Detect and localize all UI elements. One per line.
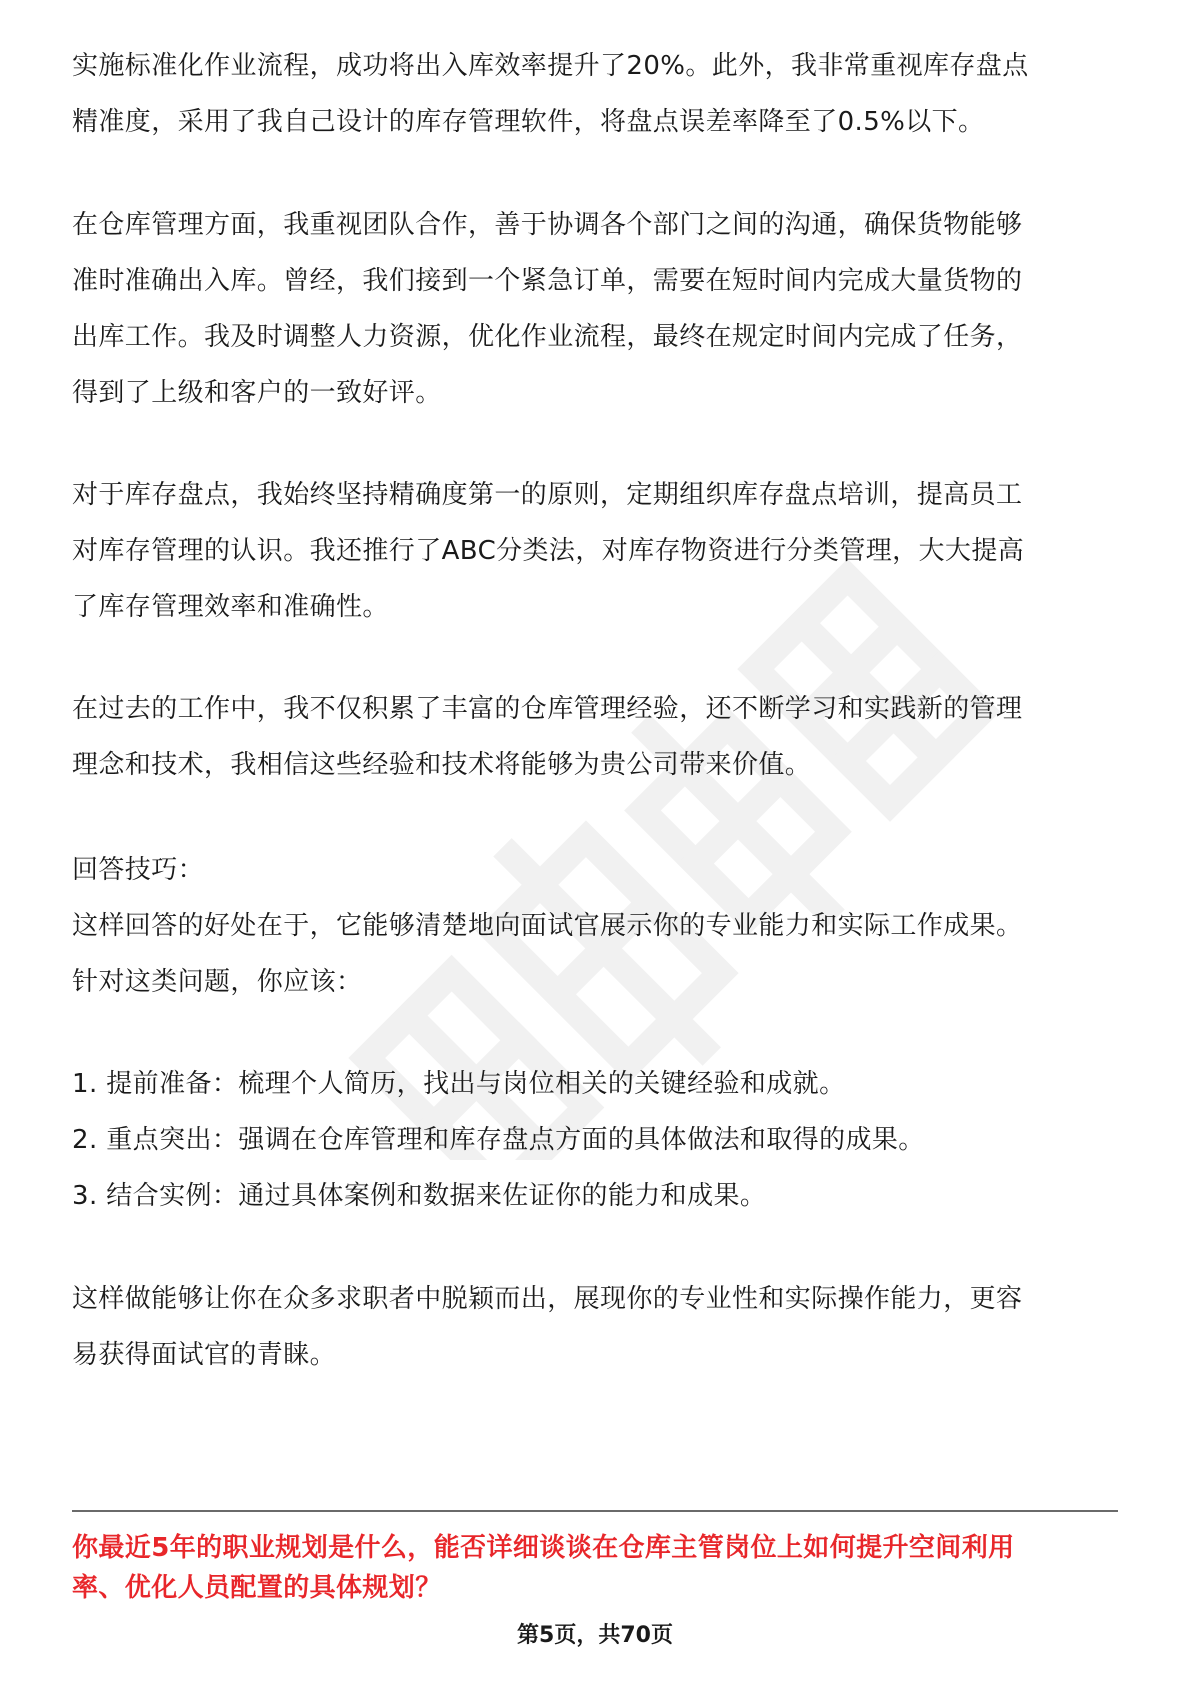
text-line: 这样回答的好处在于，它能够清楚地向面试官展示你的专业能力和实际工作成果。 xyxy=(72,911,1023,941)
text-line: 在仓库管理方面，我重视团队合作，善于协调各个部门之间的沟通，确保货物能够 xyxy=(72,210,1023,240)
numbered-tips-list xyxy=(72,1056,1118,1224)
text-line: 回答技巧： xyxy=(72,855,205,885)
text-line: 出库工作。我及时调整人力资源，优化作业流程，最终在规定时间内完成了任务， xyxy=(72,322,1023,352)
text-line: 得到了上级和客户的一致好评。 xyxy=(72,378,442,408)
question-line: 你最近5年的职业规划是什么，能否详细谈谈在仓库主管岗位上如何提升空间利用 xyxy=(72,1533,1015,1563)
list-item: 2. 重点突出：强调在仓库管理和库存盘点方面的具体做法和取得的成果。 xyxy=(72,1125,925,1155)
paragraph-experience xyxy=(72,681,1118,793)
section-divider xyxy=(72,1510,1118,1512)
document-page xyxy=(72,0,1118,1684)
paragraph-inventory-count xyxy=(72,467,1118,635)
question-line: 率、优化人员配置的具体规划？ xyxy=(72,1573,442,1603)
paragraph-efficiency xyxy=(72,38,1118,150)
text-line: 理念和技术，我相信这些经验和技术将能够为贵公司带来价值。 xyxy=(72,750,812,780)
text-line: 实施标准化作业流程，成功将出入库效率提升了20%。此外，我非常重视库存盘点 xyxy=(72,51,1029,81)
list-item: 3. 结合实例：通过具体案例和数据来佐证你的能力和成果。 xyxy=(72,1181,767,1211)
paragraph-conclusion xyxy=(72,1271,1118,1383)
text-line: 易获得面试官的青睐。 xyxy=(72,1340,337,1370)
paragraph-answer-tips xyxy=(72,842,1118,1010)
paragraph-warehouse-management xyxy=(72,197,1118,421)
page-number: 第5页，共70页 xyxy=(517,1623,673,1648)
text-line: 对于库存盘点，我始终坚持精确度第一的原则，定期组织库存盘点培训，提高员工 xyxy=(72,480,1023,510)
list-item: 1. 提前准备：梳理个人简历，找出与岗位相关的关键经验和成就。 xyxy=(72,1069,846,1099)
text-line: 对库存管理的认识。我还推行了ABC分类法，对库存物资进行分类管理，大大提高 xyxy=(72,536,1025,566)
text-line: 这样做能够让你在众多求职者中脱颖而出，展现你的专业性和实际操作能力，更容 xyxy=(72,1284,1023,1314)
text-line: 准时准确出入库。曾经，我们接到一个紧急订单，需要在短时间内完成大量货物的 xyxy=(72,266,1023,296)
text-line: 精准度，采用了我自己设计的库存管理软件，将盘点误差率降至了0.5%以下。 xyxy=(72,107,985,137)
text-line: 针对这类问题，你应该： xyxy=(72,967,363,997)
text-line: 在过去的工作中，我不仅积累了丰富的仓库管理经验，还不断学习和实践新的管理 xyxy=(72,694,1023,724)
text-line: 了库存管理效率和准确性。 xyxy=(72,592,389,622)
interview-question xyxy=(72,1528,1118,1608)
